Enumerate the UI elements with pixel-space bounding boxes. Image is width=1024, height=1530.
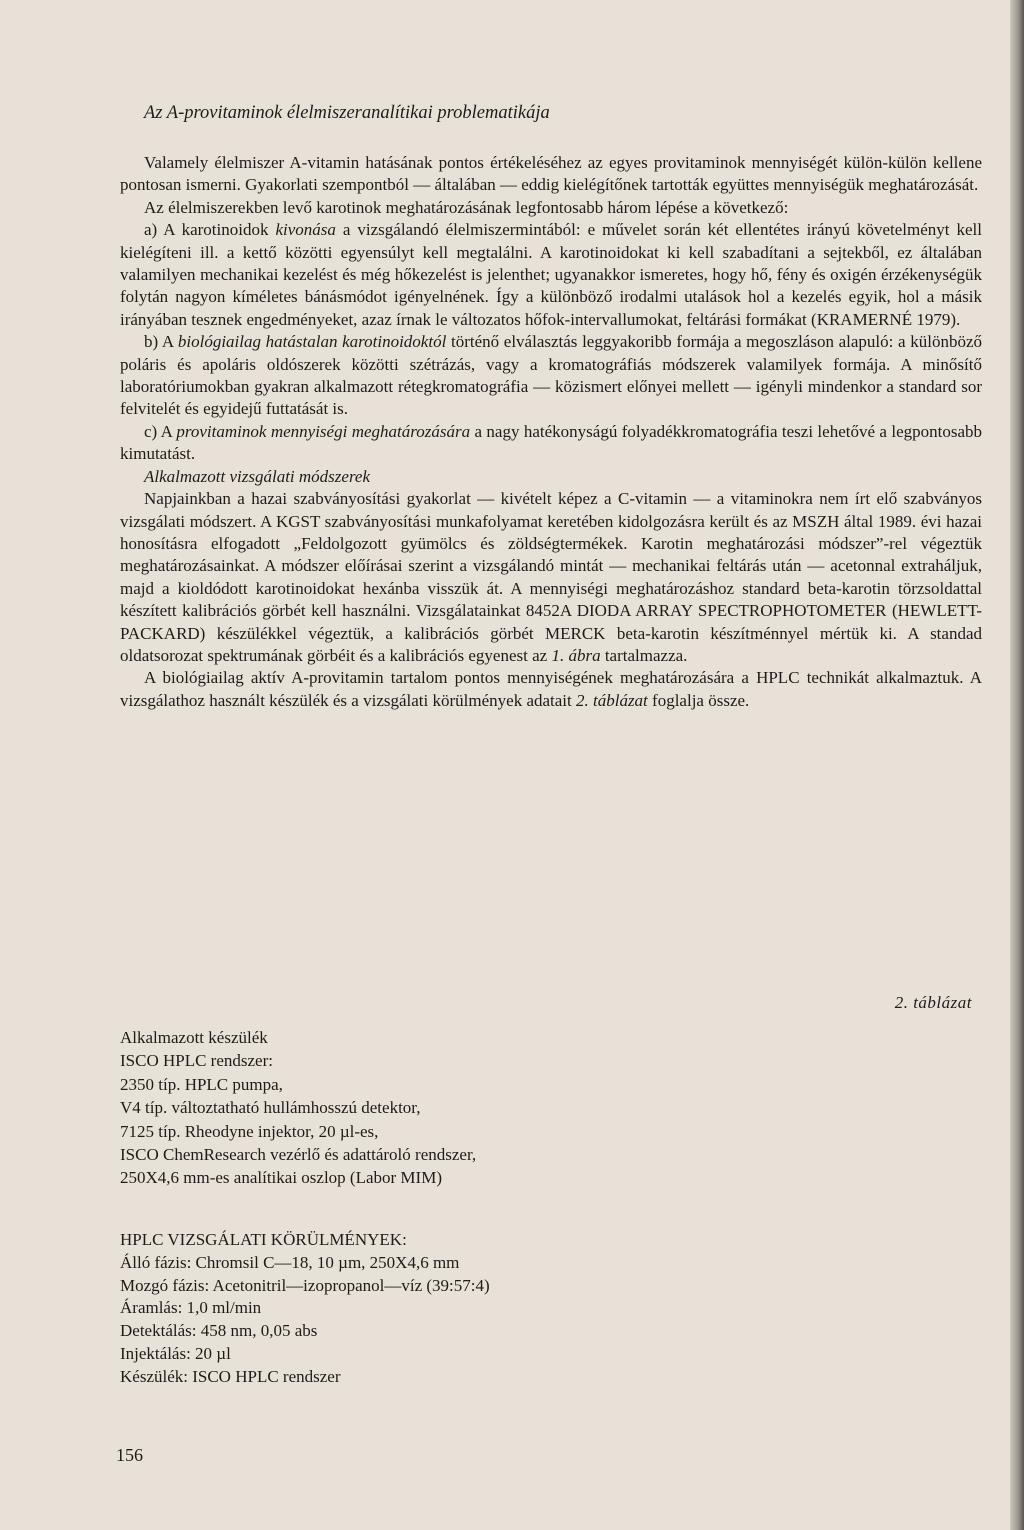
equipment-list xyxy=(120,1026,476,1190)
equipment-line: 2350 típ. HPLC pumpa, xyxy=(120,1074,283,1094)
equipment-line: ISCO HPLC rendszer: xyxy=(120,1051,273,1071)
body-text xyxy=(120,152,982,712)
condition-line: Álló fázis: Chromsil C—18, 10 µm, 250X4,6 mm xyxy=(120,1252,460,1272)
paragraph-hplc: A biológiailag aktív A-provitamin tartalom pontos mennyiségének meghatározására a HPLC technikát alkalmaztuk. A vizsgálathoz használt készülék és a vizsgálati körülmények adatait 2. táblázat foglalja össze. xyxy=(120,668,982,710)
condition-line: Áramlás: 1,0 ml/min xyxy=(120,1298,262,1318)
paragraph-methods: Napjainkban a hazai szabványosítási gyakorlat — kivételt képez a C-vitamin — a vitaminokra nem írt elő szabványos vizsgálati módszert. A KGST szabványosítási munkafolyamat keretében kidolgozásra került és az MSZH által 1989. évi hazai honosításra elfogadott „Feldolgozott gyümölcs és zöldségtermékek. Karotin meghatározási módszer”-rel végeztük meghatározásainkat. A módszer előírásai szerint a vizsgálandó mintát — mechanikai feltárás után — acetonnal extraháljuk, majd a kioldódott karotinoidokat hexánba visszük át. A mennyiségi meghatározáshoz standard beta-karotin törzsoldattal készített kalibrációs görbét kell használni. Vizsgálatainkat 8452A DIODA ARRAY SPECTROPHOTOMETER (HEWLETT-PACKARD) készülékkel végeztük, a kalibrációs görbét MERCK beta-karotin készítménnyel mértük ki. A standad oldatsorozat spektrumának görbéit és a kalibrációs egyenest az 1. ábra tartalmazza. xyxy=(120,489,982,665)
conditions-title: HPLC VIZSGÁLATI KÖRÜLMÉNYEK: xyxy=(120,1230,407,1249)
equipment-line: 250X4,6 mm-es analítikai oszlop (Labor MIM) xyxy=(120,1168,442,1188)
paragraph-step-a: a) A karotinoidok kivonása a vizsgálandó élelmiszermintából: e művelet során két ellentétes irányú követelményt kell kielégíteni ill. a kettő közötti egyensúlyt kell megtalálni. A karotinoidokat ki kell szabadítani a sejtekből, ez általában valamilyen mechanikai kezelést és még hőkezelést is jelenthet; ugyanakkor ismeretes, hogy hő, fény és oxigén érzékenységük folytán nagyon kíméletes bánásmódot igényelnének. Így a különböző irodalmi utalások hol a kezelés egyik, hol a másik irányában tesznek engedményeket, azaz írnak le változatos hőfok-intervallumokat, feltárási formákat (KRAMERNÉ 1979). xyxy=(120,220,982,329)
equipment-line: V4 típ. változtatható hullámhosszú detektor, xyxy=(120,1098,421,1118)
equipment-line: ISCO ChemResearch vezérlő és adattároló rendszer, xyxy=(120,1145,477,1165)
page-number: 156 xyxy=(116,1445,143,1465)
condition-line: Injektálás: 20 µl xyxy=(120,1343,231,1363)
equipment-line: Alkalmazott készülék xyxy=(120,1028,268,1047)
condition-line: Készülék: ISCO HPLC rendszer xyxy=(120,1366,341,1386)
conditions-list xyxy=(120,1229,490,1389)
equipment-line: 7125 típ. Rheodyne injektor, 20 µl-es, xyxy=(120,1121,379,1141)
subheading-methods: Alkalmazott vizsgálati módszerek xyxy=(144,466,371,486)
condition-line: Mozgó fázis: Acetonitril—izopropanol—víz (39:57:4) xyxy=(120,1275,490,1295)
condition-line: Detektálás: 458 nm, 0,05 abs xyxy=(120,1321,318,1341)
paragraph-step-b: b) A biológiailag hatástalan karotinoidoktól történő elválasztás leggyakoribb formája a megoszláson alapuló: a különböző poláris és apoláris oldószerek közötti szétrázás, vagy a kromatográfiás módszerek valamilyek formája. A minősítő laboratóriumokban gyakran alkalmazott rétegkromatográfia — közismert előnyei mellett — igényli mindenkor a standard sor felvitelét és egyidejű futtatását is. xyxy=(120,332,983,419)
paragraph-step-c: c) A provitaminok mennyiségi meghatározására a nagy hatékonyságú folyadékkromatográfia teszi lehetővé a legpontosabb kimutatást. xyxy=(120,421,983,464)
paragraph-steps-intro: Az élelmiszerekben levő karotinok meghatározásának legfontosabb három lépése a következő: xyxy=(144,197,789,217)
table-caption: 2. táblázat xyxy=(894,993,972,1012)
paragraph-intro: Valamely élelmiszer A-vitamin hatásának pontos értékeléséhez az egyes provitaminok mennyiségét külön-külön kellene pontosan ismerni. Gyakorlati szempontból — általában — eddig kielégítőnek tartották együttes mennyiségük meghatározását. xyxy=(120,153,982,195)
section-heading: Az A-provitaminok élelmiszeranalítikai problematikája xyxy=(144,103,550,123)
page-spine-shadow xyxy=(1010,0,1024,1530)
